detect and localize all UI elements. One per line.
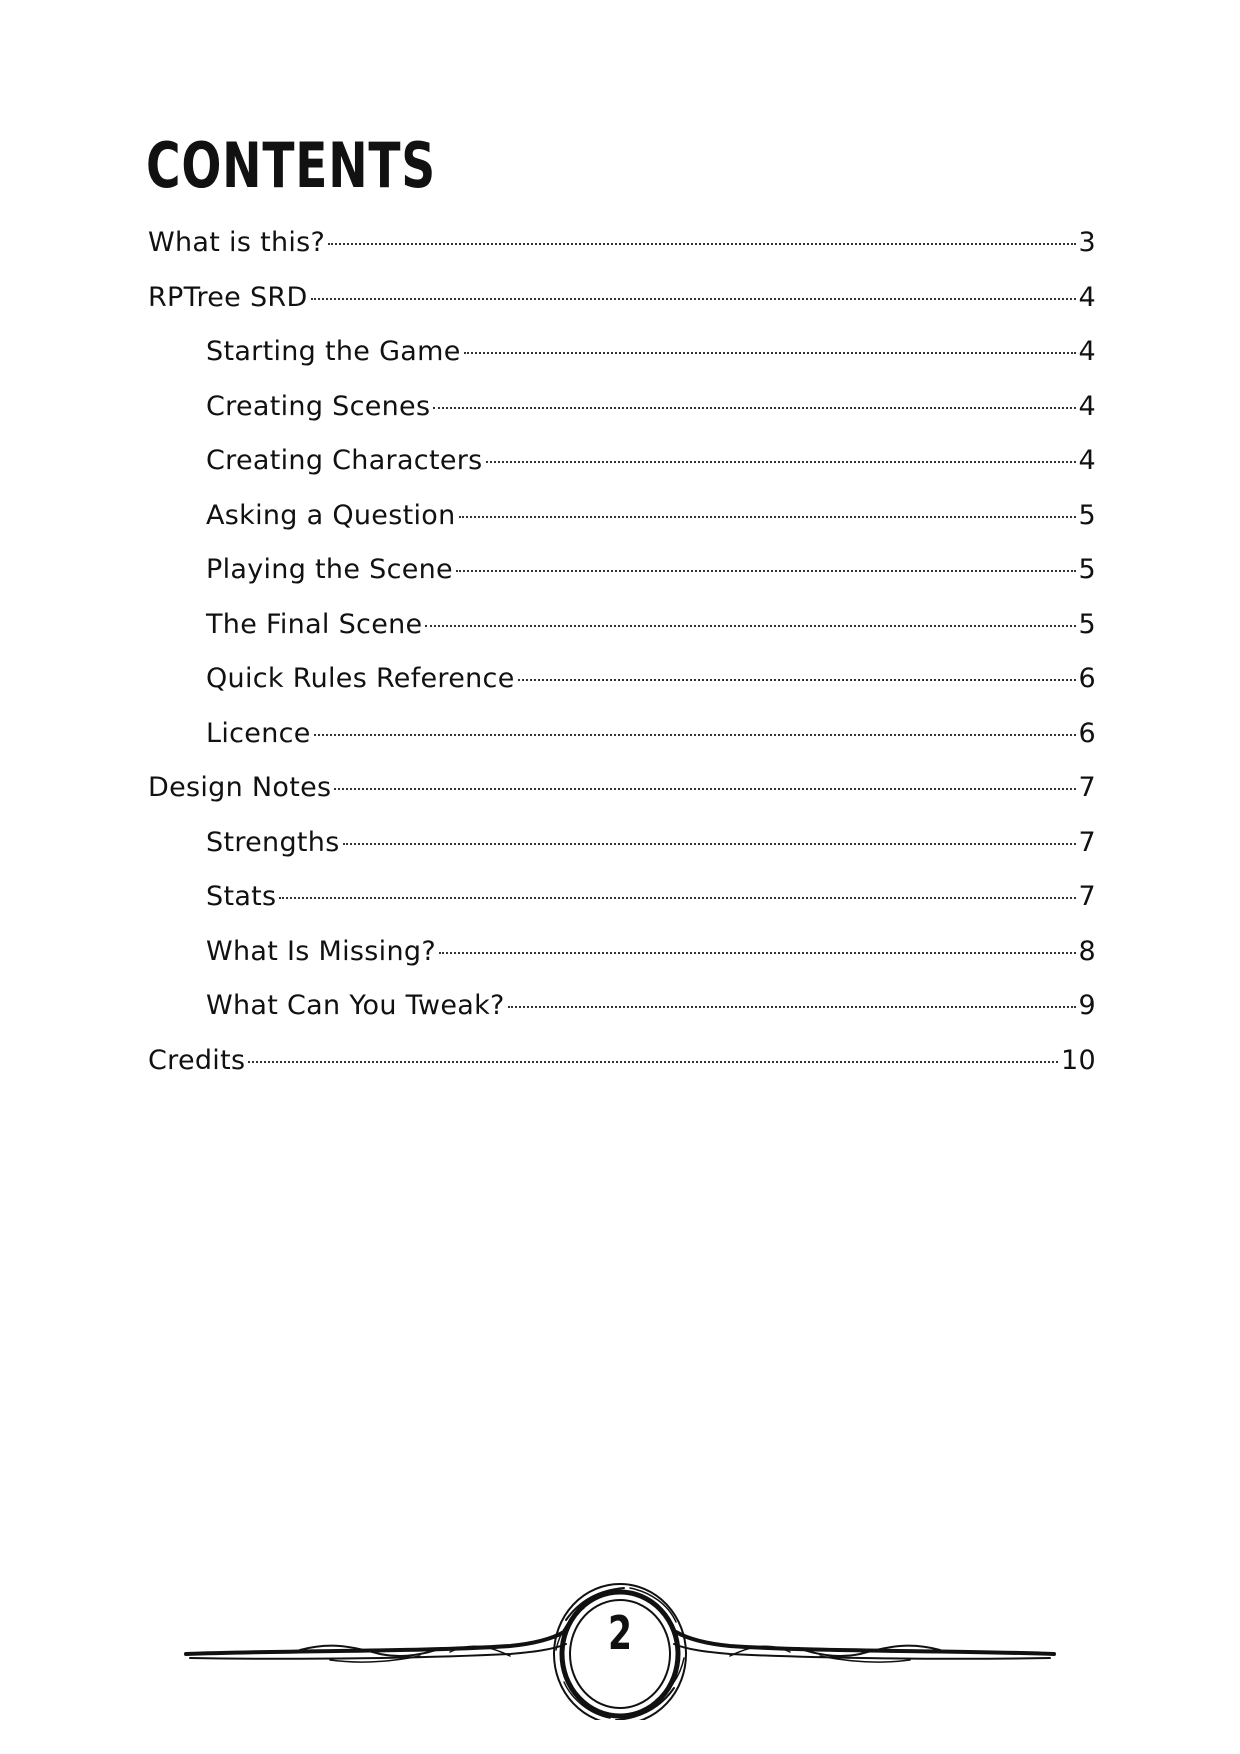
toc-entry[interactable] [148, 925, 1096, 980]
toc-entry-label: Quick Rules Reference [206, 663, 515, 694]
toc-dot-leader [464, 352, 1076, 354]
toc-entry-page: 9 [1078, 990, 1096, 1021]
toc-entry-label: Playing the Scene [206, 554, 453, 585]
toc-entry[interactable] [148, 870, 1096, 925]
page-number: 2 [607, 1606, 632, 1660]
toc-dot-leader [334, 788, 1075, 790]
toc-dot-leader [311, 298, 1076, 300]
toc-dot-leader [279, 897, 1075, 899]
toc-entry[interactable] [148, 434, 1096, 489]
toc-dot-leader [456, 570, 1076, 572]
toc-dot-leader [425, 625, 1075, 627]
toc-entry-page: 5 [1078, 554, 1096, 585]
toc-entry-page: 6 [1078, 717, 1096, 749]
toc-dot-leader [486, 461, 1076, 463]
toc-entry-label: Creating Scenes [206, 390, 431, 422]
toc-dot-leader [508, 1006, 1076, 1008]
toc-entry[interactable] [148, 1034, 1096, 1089]
toc-entry[interactable] [148, 216, 1096, 271]
toc-entry-page: 8 [1078, 935, 1096, 967]
toc-dot-leader [328, 243, 1075, 245]
toc-entry-page: 3 [1078, 227, 1096, 258]
toc-entry-label: What Can You Tweak? [206, 990, 505, 1021]
toc-dot-leader [518, 679, 1076, 681]
toc-entry-page: 7 [1078, 826, 1096, 858]
toc-entry[interactable] [148, 380, 1096, 435]
toc-entry-label: Starting the Game [206, 336, 461, 367]
toc-entry-page: 7 [1078, 772, 1096, 803]
toc-entry[interactable] [148, 707, 1096, 762]
toc-entry[interactable] [148, 761, 1096, 816]
toc-entry-label: RPTree SRD [148, 281, 308, 313]
toc-dot-leader [459, 516, 1076, 518]
toc-entry-label: Strengths [206, 826, 340, 858]
toc-entry-page: 7 [1078, 881, 1096, 912]
toc-entry[interactable] [148, 979, 1096, 1034]
toc-entry[interactable] [148, 543, 1096, 598]
toc-dot-leader [248, 1061, 1058, 1063]
toc-entry-page: 4 [1078, 281, 1096, 313]
toc-dot-leader [314, 734, 1076, 736]
toc-entry-label: What is this? [148, 227, 326, 258]
toc-entry-page: 5 [1078, 608, 1096, 640]
toc-entry[interactable] [148, 598, 1096, 653]
toc-entry-label: Design Notes [148, 772, 332, 803]
toc-dot-leader [343, 843, 1076, 845]
table-of-contents [148, 216, 1096, 1088]
toc-entry-page: 4 [1078, 336, 1096, 367]
right-branch-icon [676, 1632, 1054, 1654]
toc-dot-leader [439, 952, 1076, 954]
toc-entry-label: Stats [206, 881, 277, 912]
left-branch-icon [186, 1632, 564, 1654]
toc-entry[interactable] [148, 489, 1096, 544]
toc-entry-label: The Final Scene [206, 608, 423, 640]
toc-entry-page: 5 [1078, 499, 1096, 531]
toc-entry[interactable] [148, 816, 1096, 871]
toc-entry-page: 6 [1078, 663, 1096, 694]
toc-entry[interactable] [148, 325, 1096, 380]
toc-entry[interactable] [148, 271, 1096, 326]
toc-entry-label: Asking a Question [206, 499, 456, 531]
toc-entry-label: Licence [206, 717, 311, 749]
toc-entry-page: 4 [1078, 445, 1096, 476]
page-title: CONTENTS [146, 129, 436, 202]
toc-entry-label: Creating Characters [206, 445, 483, 476]
toc-dot-leader [433, 407, 1075, 409]
toc-entry-label: Credits [148, 1044, 246, 1076]
toc-entry-page: 10 [1061, 1044, 1096, 1076]
toc-entry[interactable] [148, 652, 1096, 707]
toc-entry-page: 4 [1078, 390, 1096, 422]
toc-entry-label: What Is Missing? [206, 935, 436, 967]
